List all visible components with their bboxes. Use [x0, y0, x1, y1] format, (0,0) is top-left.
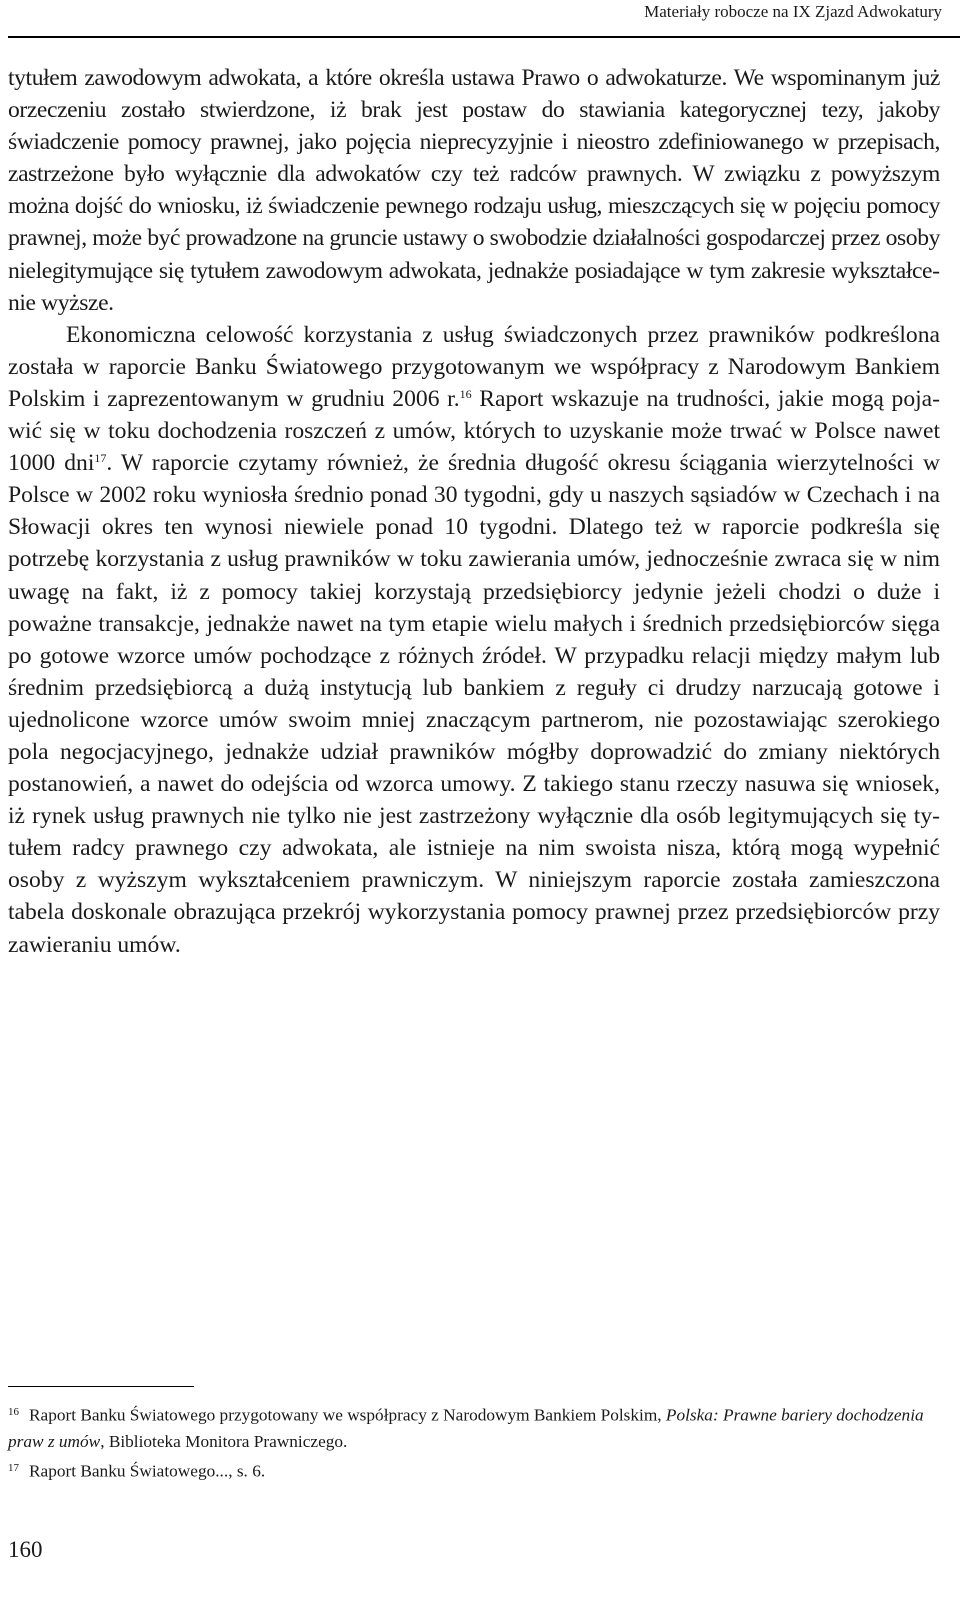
- footnote-16-title: Polska: Prawne bariery dochodzenia praw z umów: [8, 1405, 924, 1451]
- footnote-17-text: Raport Banku Światowego..., s. 6.: [29, 1461, 266, 1480]
- footnote-16-number: 16: [8, 1406, 19, 1418]
- paragraph-2: [8, 319, 940, 961]
- footnote-16: [8, 1399, 940, 1455]
- footnote-ref-17: 17: [94, 451, 107, 466]
- footnote-ref-16: 16: [459, 387, 472, 402]
- body-text: [8, 62, 940, 961]
- footnote-17: [8, 1455, 940, 1485]
- page-number: 160: [8, 1537, 43, 1562]
- running-header-title: Materiały robocze na IX Zjazd Adwokatury: [644, 2, 942, 21]
- paragraph-2-part-3: . W raporcie czytamy również, że średnia długość okresu ściągania wierzytelności w Polsce w 2002 roku wyniosła średnio ponad 30 tygodni, gdy u naszych sąsiadów w Czechach i na Słowacji okres ten wynosi niewiele ponad 10 tygodni. Dlatego też w raporcie podkreśla się potrzebę korzystania z usług prawników w toku zawierania umów, jednocześnie zwraca się w nim uwagę na fakt, iż z pomocy takiej korzystają przedsiębiorcy jedynie jeżeli chodzi o duże i poważne transakcje, jednakże nawet na tym etapie wielu małych i średnich przedsiębiorców sięga po gotowe wzorce umów pochodzące z różnych źródeł. W przypadku relacji między małym lub średnim przedsiębiorcą a dużą instytucją lub bankiem z reguły ci drudzy narzucają gotowe i ujednolicone wzorce umów swoim mniej znaczącym partnerom, nie pozostawiając szerokiego pola negocjacyjnego, jednakże udział prawników mógłby doprowadzić do zmiany niektórych postanowień, a nawet do odejścia od wzorca umowy. Z takiego stanu rzeczy nasuwa się wniosek, iż rynek usług prawnych nie tylko nie jest zastrzeżony wyłącznie dla osób legitymujących się tytułem radcy prawnego czy adwokata, ale istnieje na nim swoista nisza, którą mogą wypełnić osoby z wyższym wykształceniem prawniczym. W niniejszym raporcie została zamieszczona tabela doskonale obrazująca przekrój wykorzystania pomocy prawnej przez przedsiębiorców przy zawieraniu umów.: [8, 450, 940, 958]
- paragraph-2-part-1: Ekonomiczna celowość korzystania z usług świadczonych przez prawników podkreślona została w raporcie Banku Światowego przygotowanym we współpracy z Narodowym Bankiem Polskim i zaprezentowanym w grudniu 2006 r.: [8, 321, 940, 412]
- footnote-16-text-1: Raport Banku Światowego przygotowany we współpracy z Narodowym Bankiem Polskim,: [29, 1405, 666, 1425]
- footnotes: [8, 1386, 940, 1484]
- footnote-17-number: 17: [8, 1461, 19, 1474]
- paragraph-2-part-2: Raport wskazuje na trudności, jakie mogą pojawić się w toku dochodzenia roszczeń z umów, których to uzyskanie może trwać w Polsce nawet 1000 dni: [8, 385, 940, 477]
- paragraph-1: tytułem zawodowym adwokata, a które określa ustawa Prawo o adwokaturze. We wspominanym już orzeczeniu zostało stwierdzone, iż brak jest postaw do stawiania kategorycznej tezy, jakoby świadczenie pomocy prawnej, jako pojęcia nieprecyzyjnie i nieostro zdefiniowanego w przepisach, zastrzeżone było wyłącznie dla adwokatów czy też radców prawnych. W związku z powyższym można dojść do wniosku, iż świadczenie pewnego rodzaju usług, mieszczących się w pojęciu pomocy prawnej, może być prowadzone na gruncie ustawy o swobodzie działalności gospodarczej przez osoby nielegitymujące się tytułem zawodowym adwokata, jednakże posiadające w tym zakresie wykształcenie wyższe.: [8, 65, 940, 316]
- footnote-rule: [8, 1386, 194, 1387]
- footnote-16-text-2: , Biblioteka Monitora Prawniczego.: [100, 1431, 348, 1451]
- header-rule: [8, 36, 960, 38]
- running-header: [0, 0, 960, 40]
